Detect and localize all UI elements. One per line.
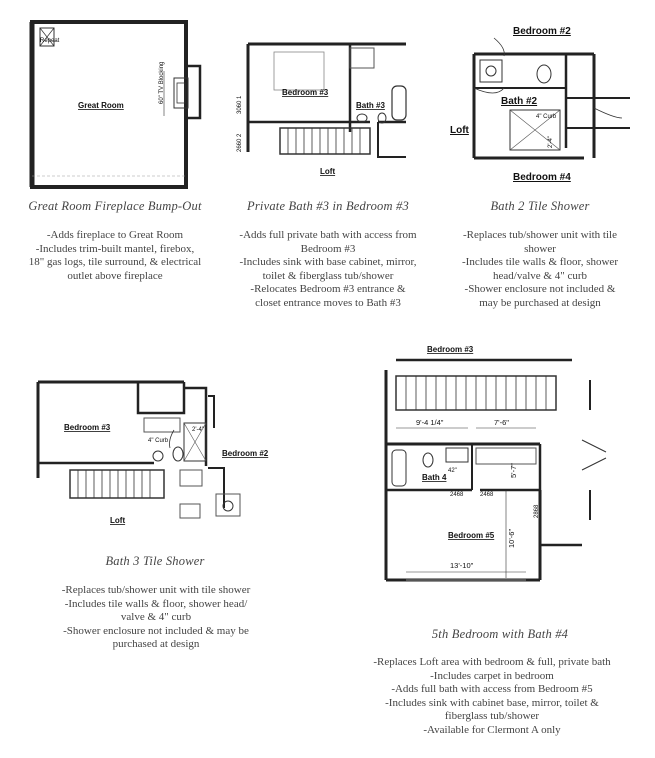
floorplan-bath-2-tile-shower xyxy=(444,18,630,193)
caption-great-room: Great Room Fireplace Bump-Out xyxy=(28,199,202,213)
plan-label-loft: Loft xyxy=(450,125,469,136)
plan-label-bedroom-2: Bedroom #2 xyxy=(513,26,571,37)
plan-label-bath-2: Bath #2 xyxy=(501,96,538,107)
plan-label-bedroom-3: Bedroom #3 xyxy=(427,345,474,354)
description-line: -Includes tile walls & floor, shower head/ xyxy=(64,597,248,610)
plan-dim-3: 5'-7" xyxy=(509,463,518,478)
plan-dim-5: 13'-10" xyxy=(450,561,474,570)
description-line: -Adds full bath with access from Bedroom #5 xyxy=(391,683,593,696)
plan-tv-label: 60" TV Blocking xyxy=(159,61,165,104)
plan-dim-label: 2'-4" xyxy=(548,136,554,148)
plan-dim-7: 2468 xyxy=(480,492,494,498)
plan-dim-6: 2468 xyxy=(450,492,464,498)
plan-label-loft: Loft xyxy=(110,516,126,525)
floorplan-bath-3-tile-shower xyxy=(34,368,284,533)
plan-label-bath-3: Bath #3 xyxy=(356,101,385,110)
plan-dim-4: 10'-6" xyxy=(507,528,516,548)
description-line: -Includes sink with base cabinet, mirror, xyxy=(239,256,417,269)
plan-label-bedroom-3: Bedroom #3 xyxy=(282,88,329,97)
description-line: head/valve & 4" curb xyxy=(493,269,587,282)
description-line: -Includes carpet in bedroom xyxy=(430,669,554,682)
description-line: -Shower enclosure not included & xyxy=(464,283,616,296)
description-line: -Includes tile walls & floor, shower xyxy=(462,256,618,269)
description-line: toilet & fiberglass tub/shower xyxy=(262,269,394,282)
plan-dim-label: 2'-4" xyxy=(192,427,204,433)
caption-bath-2-tile-shower: Bath 2 Tile Shower xyxy=(490,199,590,213)
caption-private-bath-3: Private Bath #3 in Bedroom #3 xyxy=(247,199,409,213)
plan-label-bedroom-5: Bedroom #5 xyxy=(448,531,495,540)
plan-label-great-room: Great Room xyxy=(78,101,124,110)
plan-dim-2: 7'-6" xyxy=(494,418,509,427)
plan-label-bedroom-3: Bedroom #3 xyxy=(64,423,111,432)
description-bath-3-tile-shower xyxy=(40,584,272,652)
description-line: -Relocates Bedroom #3 entrance & xyxy=(250,283,406,296)
description-5th-bedroom-bath-4 xyxy=(344,656,640,738)
description-line: shower xyxy=(524,242,556,255)
description-private-bath-3 xyxy=(222,229,434,311)
description-line: valve & 4" curb xyxy=(120,611,192,624)
plan-dim-2: 2660 2 xyxy=(237,133,243,152)
plan-dim-1: 3060 1 xyxy=(237,95,243,114)
description-line: -Replaces tub/shower unit with tile xyxy=(463,229,617,241)
caption-bath-3-tile-shower: Bath 3 Tile Shower xyxy=(105,554,205,568)
plan-curb-label: 4" Curb xyxy=(536,114,557,120)
description-line: -Includes trim-built mantel, firebox, xyxy=(35,242,195,255)
description-line: -Adds full private bath with access from xyxy=(239,229,417,241)
description-line: -Available for Clermont A only xyxy=(423,723,561,736)
description-line: may be purchased at design xyxy=(479,296,601,309)
description-line: purchased at design xyxy=(112,638,200,651)
description-line: 18" gas logs, tile surround, & electrical xyxy=(28,256,202,269)
description-line: fiberglass tub/shower xyxy=(444,710,540,723)
plan-dim-8: 42" xyxy=(448,468,457,474)
description-line: closet entrance moves to Bath #3 xyxy=(255,296,401,309)
plan-dim-9: 2868 xyxy=(534,504,540,518)
floorplan-great-room xyxy=(26,16,206,191)
description-line: -Includes sink with cabinet base, mirror, toilet & xyxy=(385,696,599,709)
description-line: -Adds fireplace to Great Room xyxy=(46,229,184,241)
description-line: -Shower enclosure not included & may be xyxy=(63,624,249,637)
plan-note-repeat: Repeat xyxy=(40,38,60,44)
plan-label-bedroom-4: Bedroom #4 xyxy=(513,172,571,183)
floorplan-5th-bedroom-bath-4 xyxy=(376,340,626,608)
plan-label-bedroom-2: Bedroom #2 xyxy=(222,449,269,458)
description-line: outlet above fireplace xyxy=(67,269,163,282)
description-bath-2-tile-shower xyxy=(440,229,640,311)
description-great-room xyxy=(6,229,224,283)
description-line: -Replaces Loft area with bedroom & full, private bath xyxy=(373,656,611,668)
caption-5th-bedroom-bath-4: 5th Bedroom with Bath #4 xyxy=(431,627,569,641)
description-line: -Replaces tub/shower unit with tile shower xyxy=(61,584,251,596)
description-line: Bedroom #3 xyxy=(300,242,356,255)
plan-label-bath-4: Bath 4 xyxy=(422,473,447,482)
plan-dim-1: 9'-4 1/4" xyxy=(416,418,444,427)
plan-label-loft: Loft xyxy=(320,167,336,176)
plan-curb-label: 4" Curb xyxy=(148,438,169,444)
floorplan-private-bath-3 xyxy=(230,22,414,197)
